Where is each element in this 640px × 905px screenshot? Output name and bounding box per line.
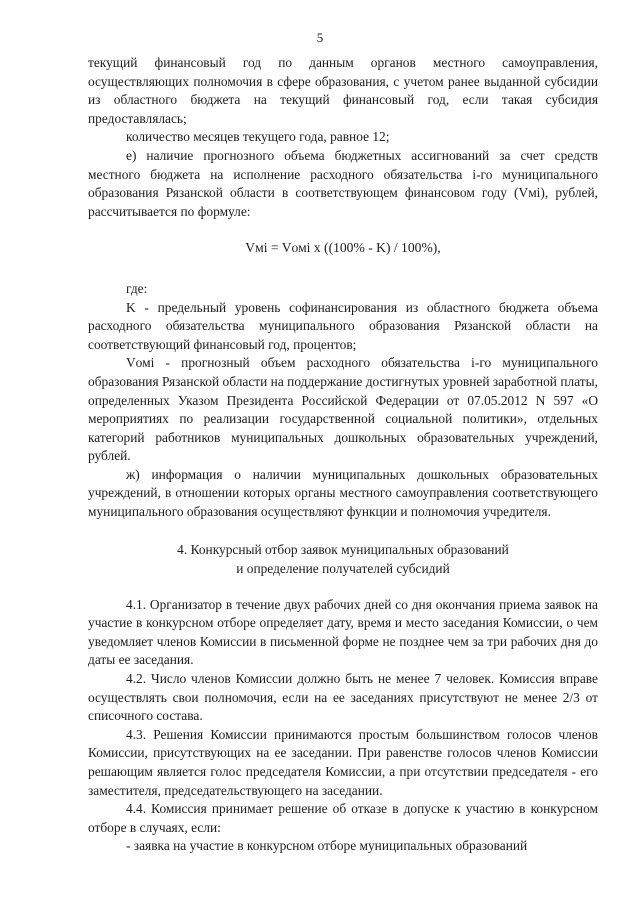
where-label: где: (126, 280, 148, 296)
paragraph-continuation: текущий финансовый год по данным органов местного самоуправления, осуществляющих полномочия в сфере образования, с учетом ранее выданной субсидии из областного бюджета на текущий финансовый год, если такая субсидия предоставлялась; (88, 55, 598, 126)
section-title-line2: и определение получателей субсидий (236, 560, 450, 576)
paragraph-4-1: 4.1. Организатор в течение двух рабочих дней со дня окончания приема заявок на участие в конкурсном отборе определяет дату, время и место заседания Комиссии, о чем уведомляет членов Комиссии в письменной форме не позднее чем за три рабочих дня до даты ее заседания. (88, 596, 598, 668)
paragraph-4-4-item: - заявка на участие в конкурсном отборе муниципальных образований (126, 838, 528, 854)
paragraph-item-e: е) наличие прогнозного объема бюджетных ассигнований за счет средств местного бюджета на исполнение расходного обязательства i-го муниципального образования Рязанской области в соответствующем финансовом году (Vмi), рублей, рассчитывается по формуле: (88, 147, 598, 219)
page-number: 5 (316, 30, 324, 45)
paragraph-item-zh: ж) информация о наличии муниципальных дошкольных образовательных учреждений, в отношении которых органы местного самоуправления соответствующего муниципального образования осуществляют функции и полномочия учредителя. (88, 466, 598, 520)
definition-vomi: Vомi - прогнозный объем расходного обязательства i-го муниципального образования Рязанской области на поддержание достигнутых уровней заработной платы, определенных Указом Президента Российской Федерации от 07.05.2012 N 597 «О мероприятиях по реализации государственной социальной политики», отдельных категорий работников муниципальных дошкольных образовательных учреждений, рублей. (88, 355, 598, 464)
section-title-line1: 4. Конкурсный отбор заявок муниципальных образований (177, 541, 509, 557)
paragraph-4-3: 4.3. Решения Комиссии принимаются простым большинством голосов членов Комиссии, присутствующих на ее заседании. При равенстве голосов членов Комиссии решающим является голос председателя Комиссии, а при отсутствии председателя - его заместителя, председательствующего на заседании. (88, 726, 598, 798)
paragraph-4-2: 4.2. Число членов Комиссии должно быть не менее 7 человек. Комиссия вправе осуществлять свои полномочия, если на ее заседаниях присутствуют не менее 2/3 от списочного состава. (88, 671, 598, 724)
formula: Vмi = Vомi x ((100% - K) / 100%), (245, 240, 441, 256)
document-body (88, 54, 598, 856)
paragraph-4-4: 4.4. Комиссия принимает решение об отказе в допуске к участию в конкурсном отборе в случаях, если: (88, 801, 598, 835)
definition-k: K - предельный уровень софинансирования из областного бюджета объема расходного обязательства муниципального образования Рязанской области на соответствующий финансовый год, процентов; (88, 299, 598, 352)
paragraph-months: количество месяцев текущего года, равное 12; (126, 129, 390, 145)
section-title (88, 540, 598, 578)
